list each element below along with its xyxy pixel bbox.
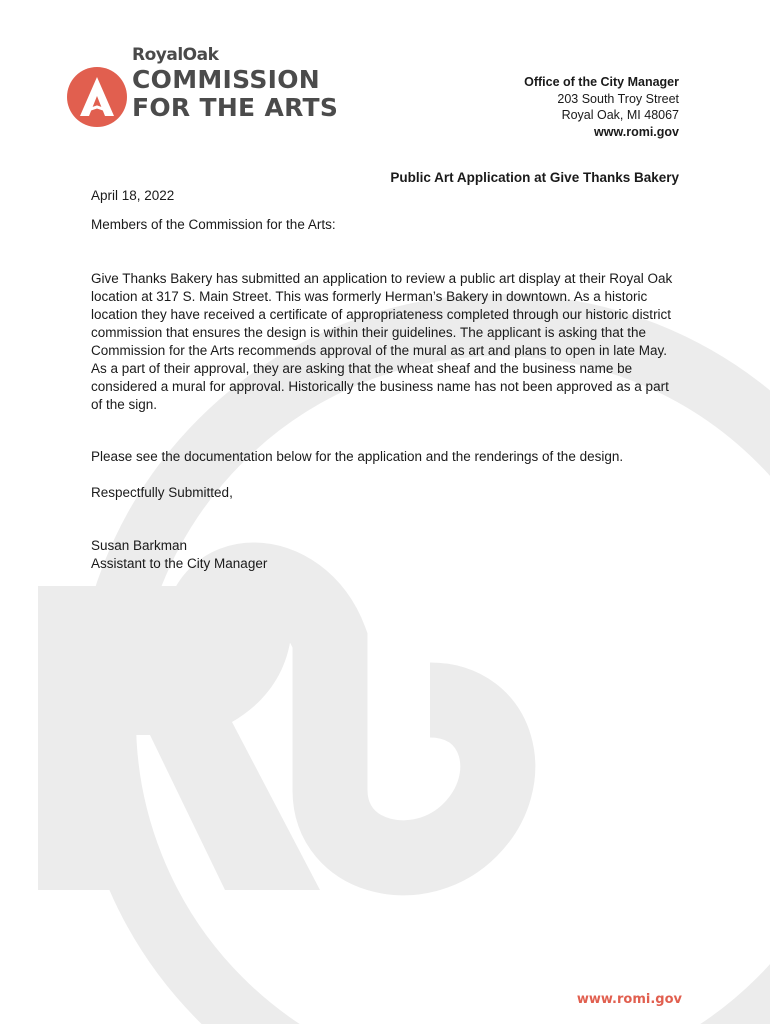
footer-website-link[interactable]: www.romi.gov: [576, 992, 682, 1007]
office-city: Royal Oak, MI 48067: [561, 108, 679, 122]
letter-salutation: Members of the Commission for the Arts:: [91, 217, 336, 232]
letter-closing: Respectfully Submitted,: [91, 485, 233, 500]
office-name: Office of the City Manager: [524, 75, 679, 89]
office-address-block: [524, 74, 679, 140]
logo-brand-name: RoyalOak: [132, 45, 219, 65]
logo-a-icon: [66, 66, 128, 128]
logo-line-for-the-arts: FOR THE ARTS: [132, 93, 339, 122]
letter-paragraph-2: Please see the documentation below for the application and the renderings of the design.: [91, 449, 624, 464]
letter-paragraph-1: Give Thanks Bakery has submitted an application to review a public art display at their Royal Oak location at 317 S. Main Street. This was formerly Herman’s Bakery in downtown. As a historic location they have received a certificate of appropriateness completed through our historic district commission that ensures the design is within their guidelines. The applicant is asking that the Commission for the Arts recommends approval of the mural as art and plans to open in late May. As a part of their approval, they are asking that the wheat sheaf and the business name be considered a mural for approval. Historically the business name has not been approved as a part of the sign.: [91, 271, 673, 412]
logo-line-commission: COMMISSION: [132, 65, 321, 94]
letter-subject: Public Art Application at Give Thanks Bakery: [390, 170, 679, 185]
office-street: 203 South Troy Street: [557, 91, 679, 106]
signature-title: Assistant to the City Manager: [91, 556, 268, 571]
letter-date: April 18, 2022: [91, 188, 175, 203]
signature-name: Susan Barkman: [91, 538, 188, 553]
office-website-link[interactable]: www.romi.gov: [594, 124, 679, 139]
